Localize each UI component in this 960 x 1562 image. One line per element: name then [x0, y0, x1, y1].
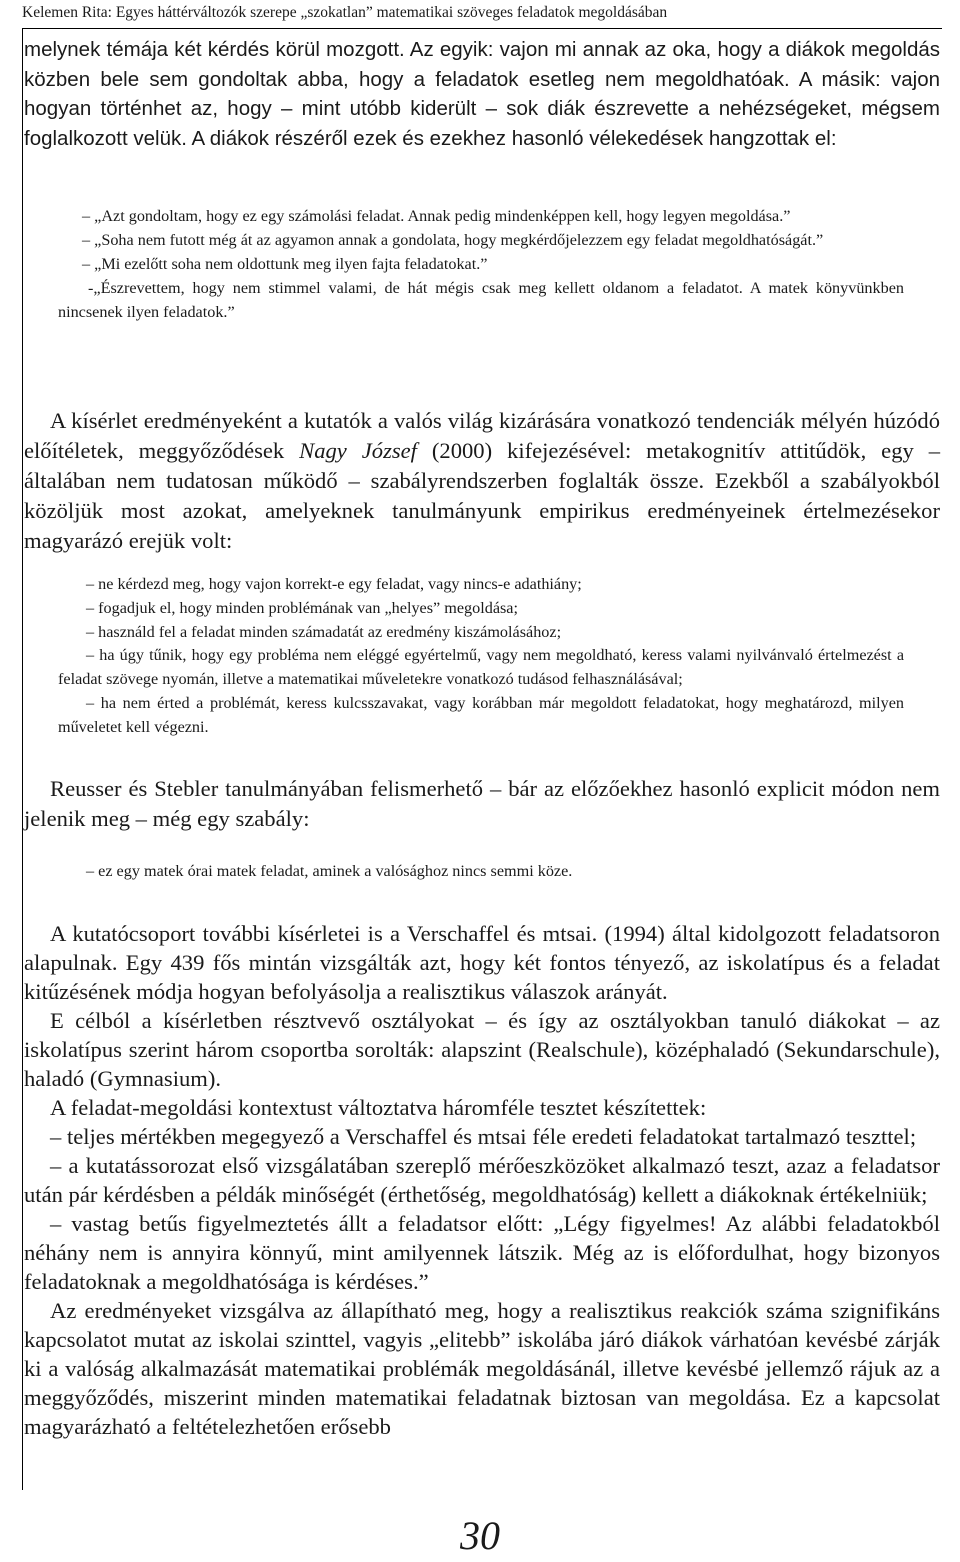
left-margin-rule — [22, 28, 23, 1490]
study-paragraph: E célból a kísérletben résztvevő osztályokat – és így az osztályokban tanuló diákokat – az iskolatípus szerint három csoportba sorolták: alapszint (Realschule), középhaladó (Sekundarschule), haladó (Gymnasium). — [24, 1008, 940, 1091]
test-variant-item: – vastag betűs figyelmeztetés állt a feladatsor előtt: „Légy figyelmes! Az alábbi feladatokból néhány nem is annyira könnyű, mint amilyennek látszik. Még az is előfordulhat, hogy bizonyos feladatoknak a megoldhatósága is kérdéses.” — [24, 1211, 940, 1294]
results-text-end: (2000) kifejezésével: metakognitív attitűdök, egy – általában nem tudatosan működő – szabályrendszerben foglalták össze. Ezekből a szabályokból közöljük most azokat, amelyeknek tanulmányunk empirikus eredményeinek értelmezésekor magyarázó erejük volt: — [24, 438, 940, 553]
extra-rule-item: – ez egy matek órai matek feladat, aminek a valósághoz nincs semmi köze. — [86, 862, 573, 880]
results-paragraph — [24, 406, 940, 556]
study-paragraph: A kutatócsoport további kísérletei is a Verschaffel és mtsai. (1994) által kidolgozott feladatsoron alapulnak. Egy 439 fős mintán vizsgálták azt, hogy két fontos tényező, az iskolatípus és a feladat kitűzésének módja hogyan befolyásolja a realisztikus válaszok arányát. — [24, 921, 940, 1004]
rule-item: – ha nem érted a problémát, keress kulcsszavakat, vagy korábban már megoldott feladatokat, hogy meghatározd, milyen műveletet kell végezni. — [58, 693, 904, 736]
quote-item: – „Mi ezelőtt soha nem oldottunk meg ilyen fajta feladatokat.” — [82, 255, 488, 273]
quote-item: – „Soha nem futott még át az agyamon annak a gondolata, hogy megkérdőjelezzem egy feladat megoldhatóságát.” — [82, 231, 824, 249]
student-quotes — [58, 204, 904, 324]
page-number: 30 — [460, 1513, 500, 1558]
test-variant-item: – a kutatássorozat első vizsgálatában szereplő mérőeszközöket alkalmazó teszt, azaz a feladatsor után pár kérdésben a példák minőségét (érthetőség, megoldhatóság) kellett a diákoknak értékelniük; — [24, 1153, 940, 1207]
rules-list — [58, 573, 904, 740]
running-header: Kelemen Rita: Egyes háttérváltozók szerepe „szokatlan” matematikai szöveges feladatok megoldásában — [22, 4, 668, 21]
header-rule — [22, 28, 942, 29]
intro-paragraph: melynek témája két kérdés körül mozgott. Az egyik: vajon mi annak az oka, hogy a diákok megoldás közben bele sem gondoltak abba, hogy a feladatok esetleg nem megoldhatóak. A másik: vajon hogyan történhet az, hogy – mint utóbb kiderült – sok diák észrevette a nehézségeket, mégsem foglalkozott velük. A diákok részéről ezek és ezekhez hasonló vélekedések hangzottak el: — [24, 38, 940, 150]
rule-item: – használd fel a feladat minden számadatát az eredmény kiszámolásához; — [86, 622, 562, 641]
quote-item: – „Azt gondoltam, hogy ez egy számolási feladat. Annak pedig mindenképpen kell, hogy legyen megoldása.” — [82, 207, 791, 225]
rule-item: – ha úgy tűnik, hogy egy probléma nem eléggé egyértelmű, vagy nem megoldható, keress valami nyilvánvaló értelmezést a feladat szövege nyomán, illetve a matematikai műveletekre vonatkozó tudásod felhasználásával; — [58, 646, 904, 689]
test-variant-item: – teljes mértékben megegyező a Verschaffel és mtsai féle eredeti feladatokat tartalmazó teszttel; — [50, 1124, 917, 1149]
study-paragraph: A feladat-megoldási kontextust változtatva háromféle tesztet készítettek: — [50, 1095, 707, 1120]
reusser-paragraph: Reusser és Stebler tanulmányában felismerhető – bár az előzőekhez hasonló explicit módon nem jelenik meg – még egy szabály: — [24, 776, 940, 831]
results-text-start: A kísérlet eredményeként a kutatók a valós világ kizárására vonatkozó tendenciák mélyén húzódó előítéletek, meggyőződések — [24, 408, 940, 463]
study-section — [24, 919, 940, 1441]
quote-item: -„Észrevettem, hogy nem stimmel valami, de hát mégis csak meg kellett oldanom a feladatot. A matek könyvünkben nincsenek ilyen feladatok.” — [58, 279, 904, 321]
study-paragraph: Az eredményeket vizsgálva az állapítható meg, hogy a realisztikus reakciók száma szignifikáns kapcsolatot mutat az iskolai szinttel, vagyis „elitebb” iskolába járó diákok várhatóan kevésbé zárják ki a valóság alkalmazását matematikai problémák megoldásánál, illetve kevésbé jellemző rájuk az a meggyőződés, miszerint minden matematikai feladatnak biztosan van megoldása. Ez a kapcsolat magyarázható a feltételezhetően erősebb — [24, 1298, 940, 1439]
rule-item: – fogadjuk el, hogy minden problémának van „helyes” megoldása; — [86, 598, 518, 617]
cited-author: Nagy József — [299, 438, 417, 463]
rule-item: – ne kérdezd meg, hogy vajon korrekt-e egy feladat, vagy nincs-e adathiány; — [86, 575, 582, 593]
